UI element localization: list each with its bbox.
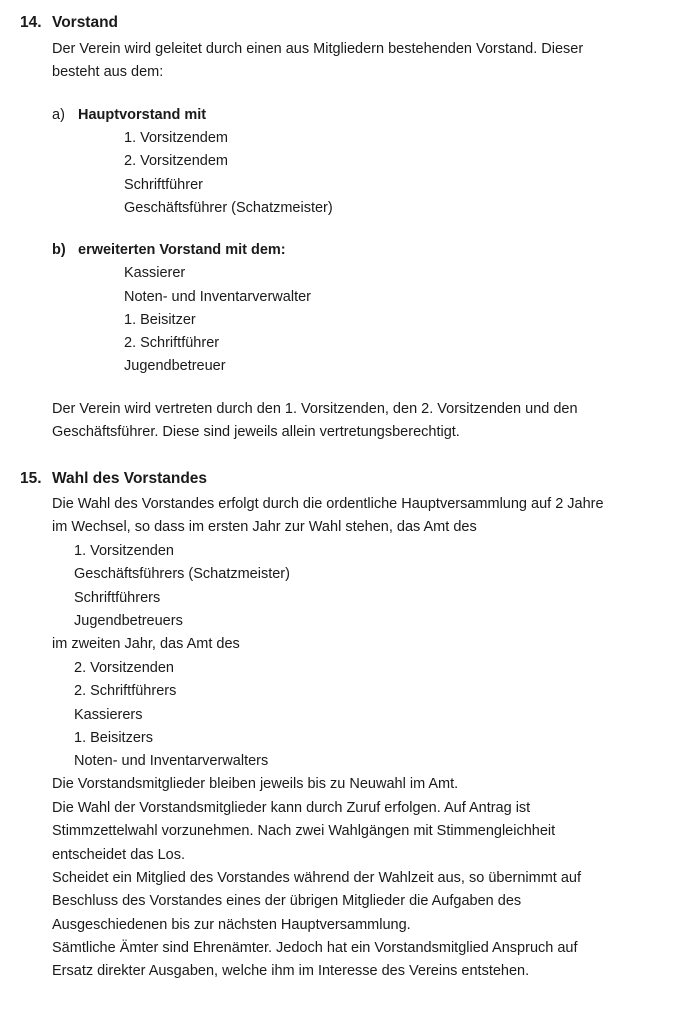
paragraph-line: Sämtliche Ämter sind Ehrenämter. Jedoch hat ein Vorstandsmitglied Anspruch auf — [52, 940, 578, 956]
list-item: Schriftführers — [74, 590, 161, 606]
paragraph-line: Beschluss des Vorstandes eines der übrigen Mitglieder die Aufgaben des — [52, 893, 522, 909]
list-marker: b) — [52, 242, 66, 258]
paragraph-line: Ersatz direkter Ausgaben, welche ihm im Interesse des Vereins entstehen. — [52, 963, 530, 979]
subsection-title: erweiterten Vorstand mit dem: — [78, 242, 286, 258]
paragraph-line: Geschäftsführer. Diese sind jeweils allein vertretungsberechtigt. — [52, 424, 460, 440]
list-item: 1. Vorsitzenden — [74, 543, 174, 559]
list-item: 1. Vorsitzendem — [124, 130, 228, 146]
paragraph-line: Die Wahl der Vorstandsmitglieder kann durch Zuruf erfolgen. Auf Antrag ist — [52, 800, 531, 816]
list-item: 2. Vorsitzenden — [74, 660, 174, 676]
paragraph-line: im Wechsel, so dass im ersten Jahr zur Wahl stehen, das Amt des — [52, 519, 477, 535]
list-item: Kassierers — [74, 707, 143, 723]
paragraph-line: Ausgeschiedenen bis zur nächsten Hauptversammlung. — [52, 917, 411, 933]
paragraph-line: entscheidet das Los. — [52, 847, 186, 863]
paragraph-line: Die Wahl des Vorstandes erfolgt durch die ordentliche Hauptversammlung auf 2 Jahre — [52, 496, 604, 512]
section-15-heading — [20, 469, 207, 489]
subsection-title: Hauptvorstand mit — [78, 107, 207, 123]
list-item: 2. Schriftführer — [124, 335, 220, 351]
list-item: 2. Schriftführers — [74, 683, 177, 699]
section-14-heading — [20, 13, 118, 33]
paragraph-line: besteht aus dem: — [52, 64, 164, 80]
list-item: Kassierer — [124, 265, 186, 281]
paragraph-line: Die Vorstandsmitglieder bleiben jeweils bis zu Neuwahl im Amt. — [52, 776, 459, 792]
list-item: Schriftführer — [124, 177, 203, 193]
section-number: 15. — [20, 470, 42, 487]
list-item: Geschäftsführer (Schatzmeister) — [124, 200, 333, 216]
list-item: 2. Vorsitzendem — [124, 153, 228, 169]
list-marker: a) — [52, 107, 65, 123]
section-number: 14. — [20, 14, 42, 31]
list-item: Noten- und Inventarverwalters — [74, 753, 269, 769]
paragraph-line: im zweiten Jahr, das Amt des — [52, 636, 240, 652]
list-item: 1. Beisitzers — [74, 730, 153, 746]
list-item: Noten- und Inventarverwalter — [124, 289, 311, 305]
paragraph-line: Der Verein wird vertreten durch den 1. Vorsitzenden, den 2. Vorsitzenden und den — [52, 401, 578, 417]
list-item: Jugendbetreuers — [74, 613, 183, 629]
list-item: Geschäftsführers (Schatzmeister) — [74, 566, 290, 582]
subsection-a-heading — [52, 105, 206, 125]
list-item: Jugendbetreuer — [124, 358, 226, 374]
paragraph-line: Stimmzettelwahl vorzunehmen. Nach zwei Wahlgängen mit Stimmengleichheit — [52, 823, 556, 839]
list-item: 1. Beisitzer — [124, 312, 196, 328]
paragraph-line: Der Verein wird geleitet durch einen aus Mitgliedern bestehenden Vorstand. Dieser — [52, 41, 584, 57]
section-title: Vorstand — [52, 14, 119, 31]
section-title: Wahl des Vorstandes — [52, 470, 208, 487]
paragraph-line: Scheidet ein Mitglied des Vorstandes während der Wahlzeit aus, so übernimmt auf — [52, 870, 581, 886]
subsection-b-heading — [52, 240, 286, 260]
